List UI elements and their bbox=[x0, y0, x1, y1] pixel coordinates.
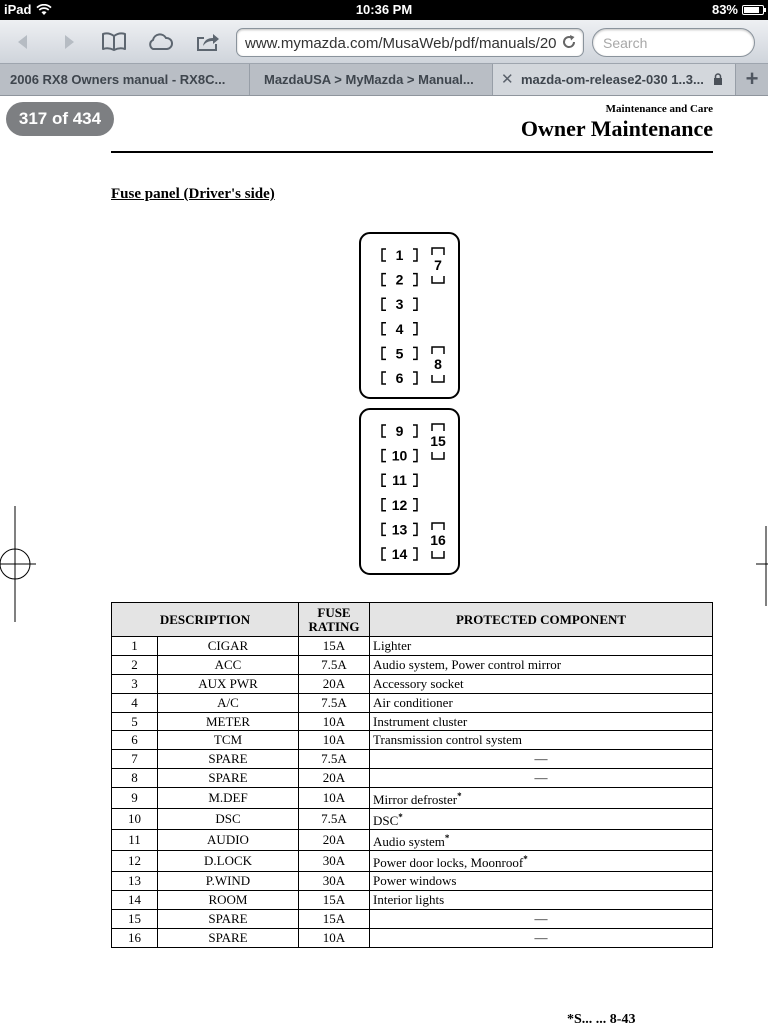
cell-description bbox=[158, 909, 299, 928]
cell-description bbox=[158, 928, 299, 947]
fuse-number: 5 bbox=[395, 345, 404, 362]
fuse-number: 6 bbox=[395, 370, 404, 386]
cell-rating bbox=[299, 909, 370, 928]
tab-label: 2006 RX8 Owners manual - RX8C... bbox=[10, 72, 226, 87]
fuse-number: 2 bbox=[395, 271, 404, 288]
cell-number bbox=[112, 809, 158, 830]
upper-fuse-block-housing bbox=[360, 233, 459, 398]
cell-rating bbox=[299, 809, 370, 830]
cell-rating-text: 15A bbox=[322, 637, 346, 653]
cell-component bbox=[370, 750, 713, 769]
cell-component bbox=[370, 909, 713, 928]
cell-rating bbox=[299, 788, 370, 809]
page-counter: 317 of 434 bbox=[6, 102, 114, 136]
cell-component bbox=[370, 891, 713, 910]
cell-rating-text: 10A bbox=[322, 929, 346, 945]
cell-description bbox=[158, 851, 299, 872]
cell-component-text: Power door locks, Moonroof bbox=[373, 855, 524, 871]
bookmarks-button[interactable] bbox=[100, 28, 128, 56]
address-bar[interactable] bbox=[236, 28, 584, 57]
cell-rating bbox=[299, 655, 370, 674]
fuse-number: 3 bbox=[395, 296, 404, 313]
table-row bbox=[112, 731, 713, 750]
cell-rating-text: 15A bbox=[322, 910, 346, 926]
cell-description bbox=[158, 788, 299, 809]
cell-description-text: DSC bbox=[215, 811, 241, 827]
cell-rating-text: 10A bbox=[322, 790, 346, 806]
cell-number-text: 6 bbox=[131, 732, 138, 748]
cell-description-text: TCM bbox=[213, 732, 243, 748]
cell-description bbox=[158, 655, 299, 674]
table-row bbox=[112, 674, 713, 693]
cell-number-text: 10 bbox=[128, 811, 141, 827]
cell-description-text: CIGAR bbox=[207, 637, 249, 653]
cell-component-text: Interior lights bbox=[373, 891, 445, 907]
forward-button[interactable] bbox=[55, 28, 83, 56]
cell-number-text: 5 bbox=[131, 713, 138, 729]
cell-number-text: 2 bbox=[131, 656, 138, 672]
cell-rating-text: 10A bbox=[322, 732, 346, 748]
search-input[interactable]: Search bbox=[592, 28, 755, 57]
cell-rating bbox=[299, 928, 370, 947]
cell-description-text: D.LOCK bbox=[203, 853, 253, 869]
cell-component-text: Mirror defroster bbox=[373, 792, 458, 808]
lock-icon bbox=[713, 73, 723, 85]
cell-rating bbox=[299, 830, 370, 851]
cell-number bbox=[112, 637, 158, 656]
cell-description bbox=[158, 830, 299, 851]
cell-description-text: SPARE bbox=[208, 910, 248, 926]
cell-component-text: — bbox=[534, 770, 548, 786]
status-bar bbox=[0, 0, 768, 20]
cell-component-text: — bbox=[534, 910, 548, 926]
tab-label: MazdaUSA > MyMazda > Manual... bbox=[264, 72, 474, 87]
cell-description bbox=[158, 693, 299, 712]
cell-number bbox=[112, 655, 158, 674]
cell-component bbox=[370, 769, 713, 788]
table-row bbox=[112, 851, 713, 872]
cell-component bbox=[370, 928, 713, 947]
cell-rating-text: 20A bbox=[322, 770, 346, 786]
cell-component-text: — bbox=[534, 751, 548, 767]
cell-component bbox=[370, 637, 713, 656]
cell-description-text: ACC bbox=[214, 656, 242, 672]
cell-rating bbox=[299, 731, 370, 750]
cell-rating-text: 15A bbox=[322, 891, 346, 907]
cell-rating bbox=[299, 769, 370, 788]
cell-description-text: ROOM bbox=[208, 891, 248, 907]
header-protected-component: PROTECTED COMPONENT bbox=[370, 603, 713, 637]
cell-component bbox=[370, 655, 713, 674]
icloud-tabs-button[interactable] bbox=[146, 28, 174, 56]
cell-description-text: P.WIND bbox=[205, 873, 251, 889]
cell-description-text: SPARE bbox=[208, 770, 248, 786]
url-text: www.mymazda.com/MusaWeb/pdf/manuals/20 bbox=[245, 35, 557, 52]
cell-component bbox=[370, 872, 713, 891]
tab-label: mazda-om-release2-030 1..3... bbox=[521, 72, 704, 87]
table-row bbox=[112, 872, 713, 891]
cell-description-text: A/C bbox=[217, 694, 239, 710]
cell-number-text: 15 bbox=[128, 910, 141, 926]
share-icon bbox=[195, 32, 221, 52]
crop-mark-icon bbox=[0, 506, 40, 626]
cell-number bbox=[112, 712, 158, 731]
table-row bbox=[112, 891, 713, 910]
cell-number-text: 4 bbox=[131, 694, 138, 710]
fuse-number: 13 bbox=[391, 521, 408, 538]
battery-percent: 83% bbox=[711, 2, 738, 17]
cell-description bbox=[158, 674, 299, 693]
cell-rating-text: 20A bbox=[322, 675, 346, 691]
bookmarks-icon bbox=[101, 32, 127, 52]
footnote-star: * bbox=[398, 812, 403, 823]
tab-bar bbox=[0, 64, 768, 96]
cell-number-text: 7 bbox=[131, 751, 138, 767]
cell-number bbox=[112, 788, 158, 809]
battery-icon bbox=[742, 5, 764, 15]
table-row bbox=[112, 809, 713, 830]
cell-description bbox=[158, 809, 299, 830]
back-button[interactable] bbox=[9, 28, 37, 56]
share-button[interactable] bbox=[194, 28, 222, 56]
cell-component-text: Audio system bbox=[373, 834, 445, 850]
cell-rating-text: 30A bbox=[322, 853, 346, 869]
cell-number-text: 12 bbox=[128, 853, 141, 869]
cell-component-text: Air conditioner bbox=[373, 694, 453, 710]
table-row bbox=[112, 769, 713, 788]
cell-description bbox=[158, 637, 299, 656]
header-rating-line2: RATING bbox=[308, 618, 360, 634]
cell-number bbox=[112, 851, 158, 872]
cell-number bbox=[112, 693, 158, 712]
reload-icon[interactable] bbox=[561, 34, 577, 50]
cell-rating bbox=[299, 712, 370, 731]
section-subtitle: Maintenance and Care bbox=[605, 103, 713, 115]
cell-description-text: AUDIO bbox=[207, 832, 249, 848]
header-fuse-rating bbox=[299, 603, 370, 637]
tab-2[interactable] bbox=[250, 64, 493, 95]
table-row bbox=[112, 928, 713, 947]
cell-rating bbox=[299, 872, 370, 891]
page-title: Owner Maintenance bbox=[520, 116, 713, 141]
header-description: DESCRIPTION bbox=[112, 603, 299, 637]
fuse-number: 11 bbox=[392, 472, 407, 489]
cell-component bbox=[370, 674, 713, 693]
cell-description-text: SPARE bbox=[208, 751, 248, 767]
forward-icon bbox=[60, 33, 78, 51]
clock: 10:36 PM bbox=[355, 2, 413, 17]
table-row bbox=[112, 788, 713, 809]
footnote-star: * bbox=[444, 833, 450, 844]
cell-component-text: DSC bbox=[373, 813, 399, 829]
table-header-row bbox=[112, 603, 713, 637]
fuse-number: 10 bbox=[391, 447, 408, 464]
cell-description-text: AUX PWR bbox=[198, 675, 258, 691]
cell-description bbox=[158, 769, 299, 788]
cell-component-text: Lighter bbox=[373, 637, 412, 653]
cell-rating-text: 20A bbox=[322, 832, 346, 848]
cell-rating bbox=[299, 851, 370, 872]
cell-component bbox=[370, 693, 713, 712]
fuse-panel-heading: Fuse panel (Driver's side) bbox=[111, 186, 275, 202]
table-row bbox=[112, 750, 713, 769]
icloud-tabs-icon bbox=[146, 32, 174, 52]
cell-number bbox=[112, 674, 158, 693]
cell-rating-text: 7.5A bbox=[321, 811, 347, 827]
new-tab-button[interactable]: + bbox=[745, 66, 759, 91]
battery-level bbox=[744, 7, 759, 13]
table-row bbox=[112, 909, 713, 928]
cell-number bbox=[112, 891, 158, 910]
fuse-panel-diagram bbox=[355, 230, 467, 580]
cell-component-text: — bbox=[534, 929, 548, 945]
cell-description-text: SPARE bbox=[208, 929, 248, 945]
close-tab-icon[interactable]: ✕ bbox=[501, 71, 514, 88]
cell-number-text: 16 bbox=[128, 929, 141, 945]
cell-component bbox=[370, 712, 713, 731]
cell-rating bbox=[299, 693, 370, 712]
header-rule bbox=[111, 151, 713, 153]
cell-number-text: 1 bbox=[131, 637, 138, 653]
fuse-number: 4 bbox=[395, 320, 404, 337]
fuse-number: 14 bbox=[391, 546, 408, 562]
pdf-page[interactable] bbox=[0, 96, 768, 1024]
cell-component-text: Audio system, Power control mirror bbox=[373, 656, 562, 672]
cell-number bbox=[112, 769, 158, 788]
tab-1[interactable] bbox=[0, 64, 250, 95]
cell-description bbox=[158, 712, 299, 731]
cell-component bbox=[370, 788, 713, 809]
cell-number-text: 3 bbox=[131, 675, 138, 691]
footnote-star: * bbox=[523, 854, 528, 865]
cell-description bbox=[158, 731, 299, 750]
cell-number-text: 13 bbox=[128, 873, 141, 889]
browser-toolbar bbox=[0, 20, 768, 64]
table-row bbox=[112, 712, 713, 731]
cell-component bbox=[370, 830, 713, 851]
large-fuse-number: 7 bbox=[434, 257, 442, 273]
cell-number bbox=[112, 872, 158, 891]
cell-number bbox=[112, 928, 158, 947]
cell-rating bbox=[299, 750, 370, 769]
cell-number-text: 9 bbox=[131, 790, 138, 806]
cell-component-text: Power windows bbox=[373, 873, 457, 889]
cell-description-text: METER bbox=[205, 713, 251, 729]
cell-rating bbox=[299, 891, 370, 910]
cell-rating-text: 10A bbox=[322, 713, 346, 729]
fuse-number: 1 bbox=[395, 247, 404, 263]
large-fuse-number: 8 bbox=[434, 356, 442, 372]
cell-number-text: 11 bbox=[128, 832, 141, 848]
cell-description bbox=[158, 872, 299, 891]
table-row bbox=[112, 655, 713, 674]
cell-rating-text: 30A bbox=[322, 873, 346, 889]
cell-component-text: Transmission control system bbox=[373, 732, 523, 748]
cell-description bbox=[158, 891, 299, 910]
large-fuse-number: 15 bbox=[430, 433, 446, 449]
cell-number-text: 8 bbox=[131, 770, 138, 786]
table-row bbox=[112, 693, 713, 712]
cell-description-text: M.DEF bbox=[208, 790, 248, 806]
back-icon bbox=[14, 33, 32, 51]
cell-component bbox=[370, 809, 713, 830]
cell-number bbox=[112, 750, 158, 769]
cell-component bbox=[370, 851, 713, 872]
cell-number bbox=[112, 731, 158, 750]
cell-description bbox=[158, 750, 299, 769]
fuse-number: 9 bbox=[395, 423, 404, 439]
footnote-star: * bbox=[457, 791, 462, 802]
cell-number bbox=[112, 909, 158, 928]
crop-mark-right-icon bbox=[756, 526, 768, 606]
cell-number-text: 14 bbox=[128, 891, 141, 907]
cell-rating bbox=[299, 674, 370, 693]
cell-component bbox=[370, 731, 713, 750]
cell-rating-text: 7.5A bbox=[321, 694, 347, 710]
status-right bbox=[712, 2, 764, 17]
cell-rating bbox=[299, 637, 370, 656]
table-row bbox=[112, 637, 713, 656]
header-rating-line1: FUSE bbox=[317, 604, 351, 620]
tab-3-active[interactable] bbox=[493, 64, 736, 95]
cell-component-text: Instrument cluster bbox=[373, 713, 468, 729]
fuse-number: 12 bbox=[391, 496, 408, 513]
cell-number bbox=[112, 830, 158, 851]
device-name: iPad bbox=[4, 2, 32, 17]
table-row bbox=[112, 830, 713, 851]
cell-rating-text: 7.5A bbox=[321, 656, 347, 672]
cell-rating-text: 7.5A bbox=[321, 751, 347, 767]
large-fuse-number: 16 bbox=[430, 532, 446, 548]
footer-page-note: *S... ... 8-43 bbox=[567, 1012, 636, 1024]
fuse-table bbox=[111, 602, 713, 948]
cell-component-text: Accessory socket bbox=[373, 675, 464, 691]
